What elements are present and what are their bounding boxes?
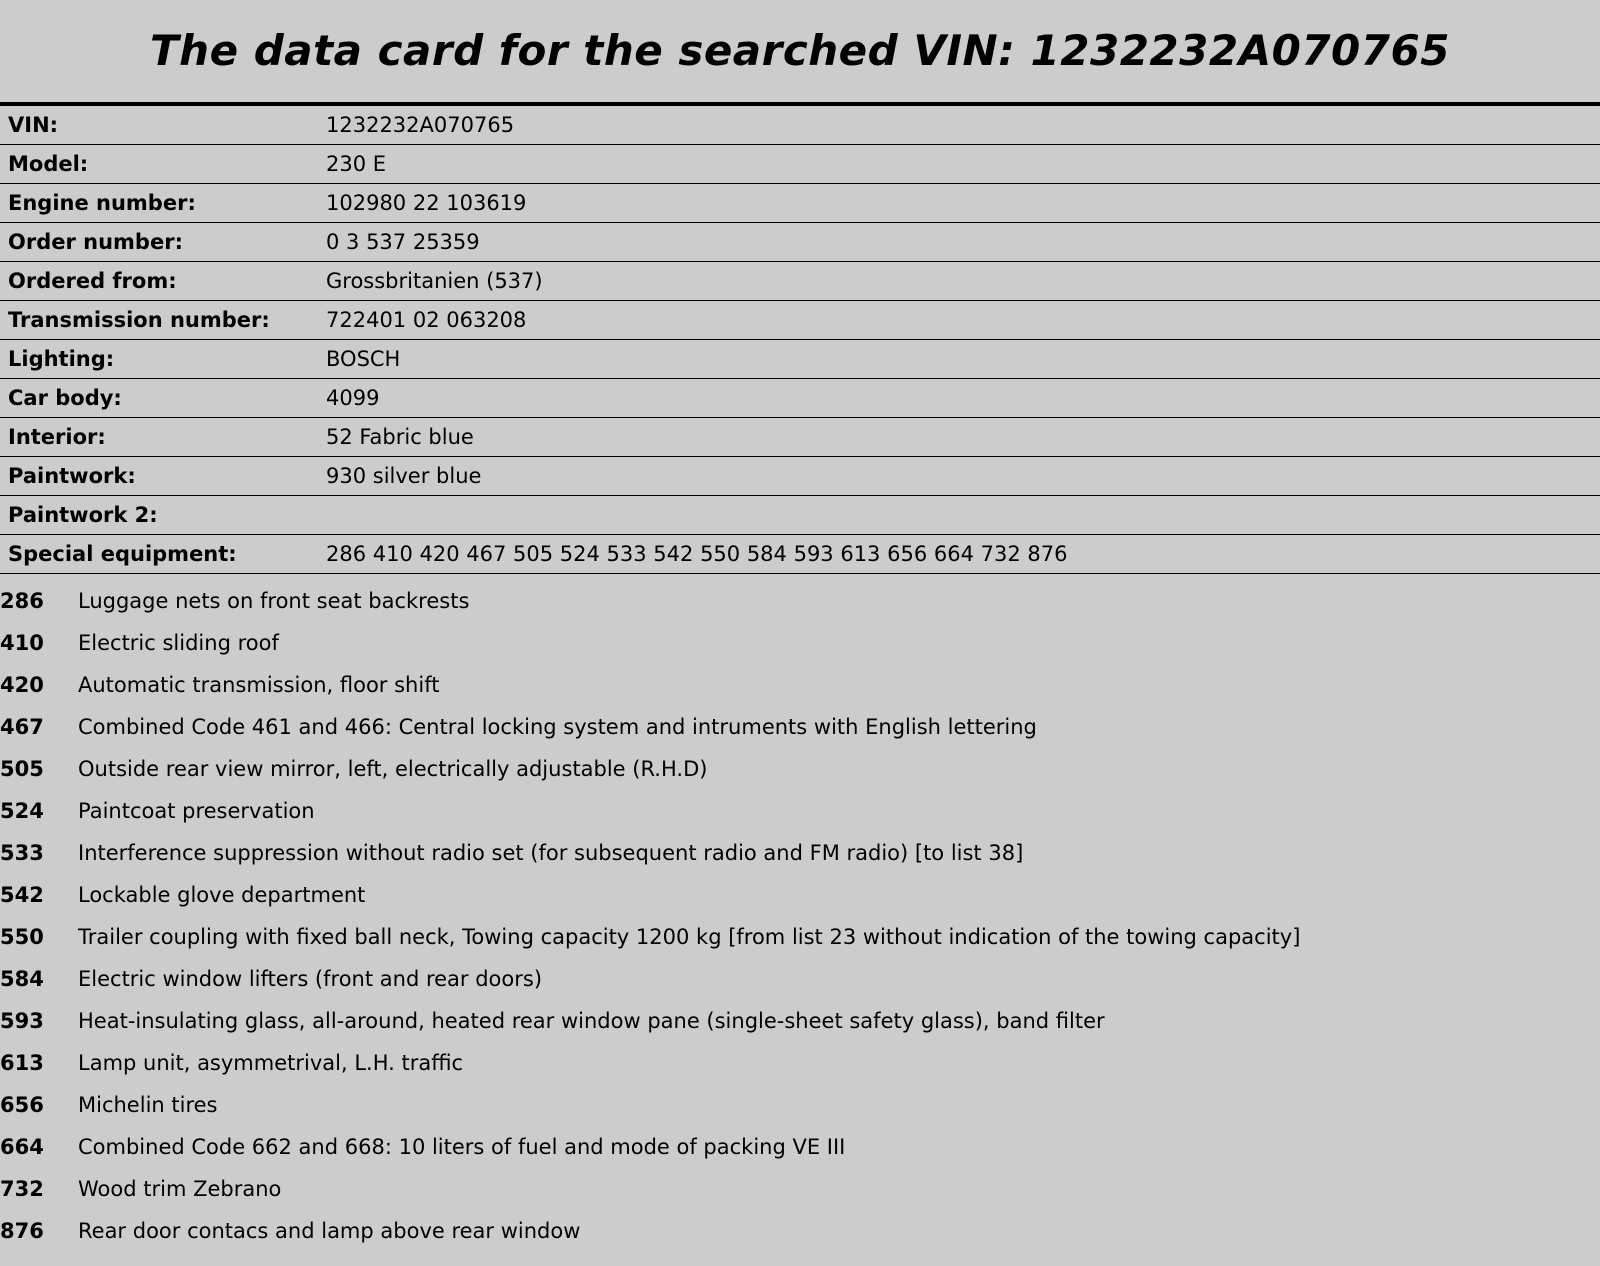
equipment-description: Michelin tires	[78, 1093, 218, 1118]
table-row	[0, 106, 1600, 145]
list-item	[0, 748, 1600, 790]
field-value: Grossbritanien (537)	[318, 262, 1600, 301]
list-item	[0, 664, 1600, 706]
field-label: Ordered from:	[0, 262, 318, 301]
field-value: 722401 02 063208	[318, 301, 1600, 340]
equipment-code: 467	[0, 715, 44, 740]
field-value: 102980 22 103619	[318, 184, 1600, 223]
equipment-code: 410	[0, 631, 44, 656]
list-item	[0, 790, 1600, 832]
table-row	[0, 223, 1600, 262]
field-value: 286 410 420 467 505 524 533 542 550 584 593 613 656 664 732 876	[318, 535, 1600, 574]
field-label: Model:	[0, 145, 318, 184]
equipment-code: 664	[0, 1135, 44, 1160]
equipment-code: 584	[0, 967, 44, 992]
list-item	[0, 1168, 1600, 1210]
list-item	[0, 706, 1600, 748]
equipment-description: Combined Code 461 and 466: Central locking system and intruments with English lettering	[78, 715, 1037, 740]
table-row	[0, 535, 1600, 574]
field-label: Order number:	[0, 223, 318, 262]
vehicle-details-body	[0, 106, 1600, 574]
equipment-code: 542	[0, 883, 44, 908]
equipment-description: Rear door contacs and lamp above rear window	[78, 1219, 581, 1244]
list-item	[0, 832, 1600, 874]
field-value	[318, 496, 1600, 535]
list-item	[0, 874, 1600, 916]
equipment-code: 593	[0, 1009, 44, 1034]
equipment-description: Automatic transmission, floor shift	[78, 673, 440, 698]
equipment-description: Outside rear view mirror, left, electrically adjustable (R.H.D)	[78, 757, 708, 782]
equipment-description: Interference suppression without radio set (for subsequent radio and FM radio) [to list 38]	[78, 841, 1024, 866]
field-value: 1232232A070765	[318, 106, 1600, 145]
equipment-description: Combined Code 662 and 668: 10 liters of fuel and mode of packing VE III	[78, 1135, 846, 1160]
field-label: Interior:	[0, 418, 318, 457]
field-label: Paintwork:	[0, 457, 318, 496]
field-label: Engine number:	[0, 184, 318, 223]
equipment-description: Lamp unit, asymmetrival, L.H. traffic	[78, 1051, 464, 1076]
list-item	[0, 1000, 1600, 1042]
equipment-code: 732	[0, 1177, 44, 1202]
list-item	[0, 1126, 1600, 1168]
field-label: VIN:	[0, 106, 318, 145]
equipment-code: 533	[0, 841, 44, 866]
table-row	[0, 418, 1600, 457]
page-title: The data card for the searched VIN: 1232232A070765	[150, 26, 1450, 75]
list-item	[0, 1042, 1600, 1084]
equipment-code: 613	[0, 1051, 44, 1076]
equipment-description: Trailer coupling with fixed ball neck, Towing capacity 1200 kg [from list 23 without indication of the towing capacity]	[78, 925, 1301, 950]
table-row	[0, 145, 1600, 184]
equipment-code: 286	[0, 589, 44, 614]
table-row	[0, 340, 1600, 379]
field-value: 52 Fabric blue	[318, 418, 1600, 457]
table-row	[0, 301, 1600, 340]
table-row	[0, 496, 1600, 535]
field-value: 930 silver blue	[318, 457, 1600, 496]
equipment-description: Luggage nets on front seat backrests	[78, 589, 470, 614]
equipment-code: 420	[0, 673, 44, 698]
table-row	[0, 262, 1600, 301]
equipment-code: 524	[0, 799, 44, 824]
field-value: 230 E	[318, 145, 1600, 184]
list-item	[0, 958, 1600, 1000]
equipment-code: 876	[0, 1219, 44, 1244]
special-equipment-body	[0, 580, 1600, 1252]
field-value: 0 3 537 25359	[318, 223, 1600, 262]
table-row	[0, 457, 1600, 496]
equipment-code: 550	[0, 925, 44, 950]
list-item	[0, 580, 1600, 622]
field-value: 4099	[318, 379, 1600, 418]
table-row	[0, 379, 1600, 418]
field-label: Paintwork 2:	[0, 496, 318, 535]
equipment-description: Lockable glove department	[78, 883, 366, 908]
vehicle-details-table	[0, 105, 1600, 574]
page-header	[0, 0, 1600, 105]
list-item	[0, 916, 1600, 958]
bottom-spacer	[0, 1252, 1600, 1266]
equipment-code: 505	[0, 757, 44, 782]
table-row	[0, 184, 1600, 223]
equipment-code: 656	[0, 1093, 44, 1118]
equipment-description: Electric sliding roof	[78, 631, 279, 656]
equipment-description: Electric window lifters (front and rear doors)	[78, 967, 543, 992]
list-item	[0, 622, 1600, 664]
field-label: Transmission number:	[0, 301, 318, 340]
field-label: Special equipment:	[0, 535, 318, 574]
equipment-description: Paintcoat preservation	[78, 799, 315, 824]
list-item	[0, 1210, 1600, 1252]
field-value: BOSCH	[318, 340, 1600, 379]
special-equipment-section	[0, 580, 1600, 1252]
equipment-description: Wood trim Zebrano	[78, 1177, 282, 1202]
list-item	[0, 1084, 1600, 1126]
field-label: Lighting:	[0, 340, 318, 379]
special-equipment-table	[0, 580, 1600, 1252]
equipment-description: Heat-insulating glass, all-around, heated rear window pane (single-sheet safety glass), band filter	[78, 1009, 1105, 1034]
field-label: Car body:	[0, 379, 318, 418]
